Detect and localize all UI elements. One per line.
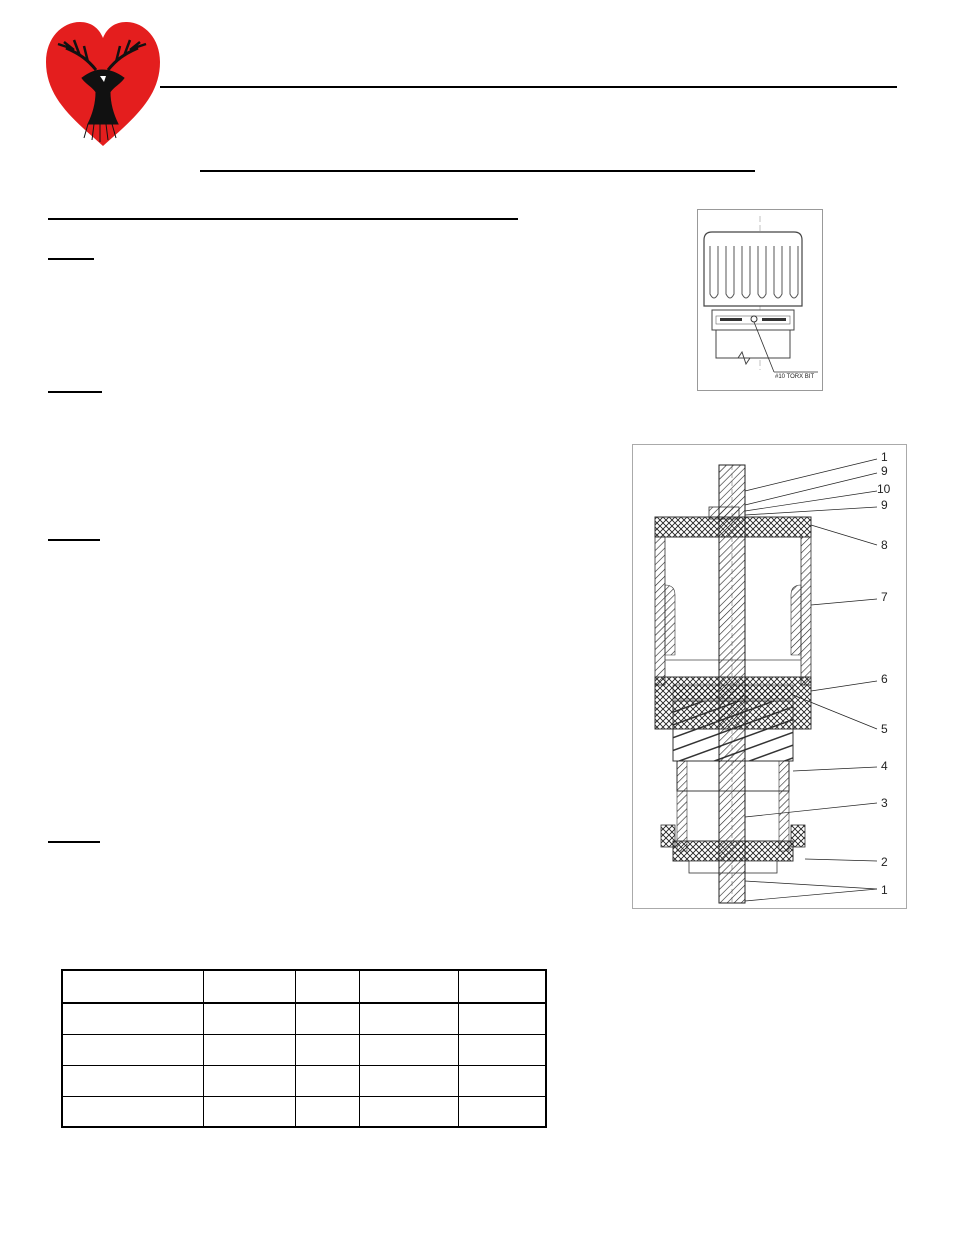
callout-6: 6 (881, 672, 888, 686)
table-cell (203, 1034, 295, 1065)
table-cell (458, 1034, 546, 1065)
table-row (62, 1003, 546, 1034)
table-cell (458, 1065, 546, 1096)
section-figure (632, 444, 907, 909)
table-cell (203, 1003, 295, 1034)
callout-1-bottom: 1 (881, 883, 888, 897)
table-cell (359, 1003, 458, 1034)
cap-drawing (698, 210, 822, 390)
title-underline (200, 170, 755, 172)
table-cell (458, 1003, 546, 1034)
table-cell (295, 1065, 359, 1096)
callout-10: 10 (877, 482, 891, 496)
callout-9-a: 9 (881, 464, 888, 478)
table-cell (359, 1034, 458, 1065)
callout-9-b: 9 (881, 498, 888, 512)
table-cell (295, 1096, 359, 1127)
table-row (62, 1096, 546, 1127)
table-header-cell (458, 970, 546, 1003)
table-header-cell (295, 970, 359, 1003)
table-header-cell (359, 970, 458, 1003)
step-3-underline (48, 539, 100, 541)
table-cell (359, 1065, 458, 1096)
table-cell (295, 1003, 359, 1034)
table-cell (295, 1034, 359, 1065)
callout-4: 4 (881, 759, 888, 773)
spec-table (61, 969, 547, 1128)
header-rule (160, 86, 897, 88)
table-row (62, 1065, 546, 1096)
callout-8: 8 (881, 538, 888, 552)
table-cell (458, 1096, 546, 1127)
step-2-underline (48, 391, 102, 393)
table-cell (62, 1065, 203, 1096)
table-row (62, 1034, 546, 1065)
table-header-cell (62, 970, 203, 1003)
table-cell (203, 1096, 295, 1127)
step-4-underline (48, 841, 100, 843)
callout-7: 7 (881, 590, 888, 604)
table-cell (62, 1003, 203, 1034)
valve-section-drawing (633, 445, 906, 908)
callout-1-top: 1 (881, 450, 888, 464)
logo (44, 20, 162, 150)
heart-deer-logo-graphic (44, 20, 162, 150)
callout-3: 3 (881, 796, 888, 810)
step-1-underline (48, 258, 94, 260)
table-cell (359, 1096, 458, 1127)
table-header-cell (203, 970, 295, 1003)
cap-figure (697, 209, 823, 391)
callout-2: 2 (881, 855, 888, 869)
section-underline (48, 218, 518, 220)
callout-5: 5 (881, 722, 888, 736)
table-cell (62, 1034, 203, 1065)
table-cell (203, 1065, 295, 1096)
table-cell (62, 1096, 203, 1127)
table-header-row (62, 970, 546, 1003)
torx-bit-label: #10 TORX BIT (775, 374, 815, 380)
